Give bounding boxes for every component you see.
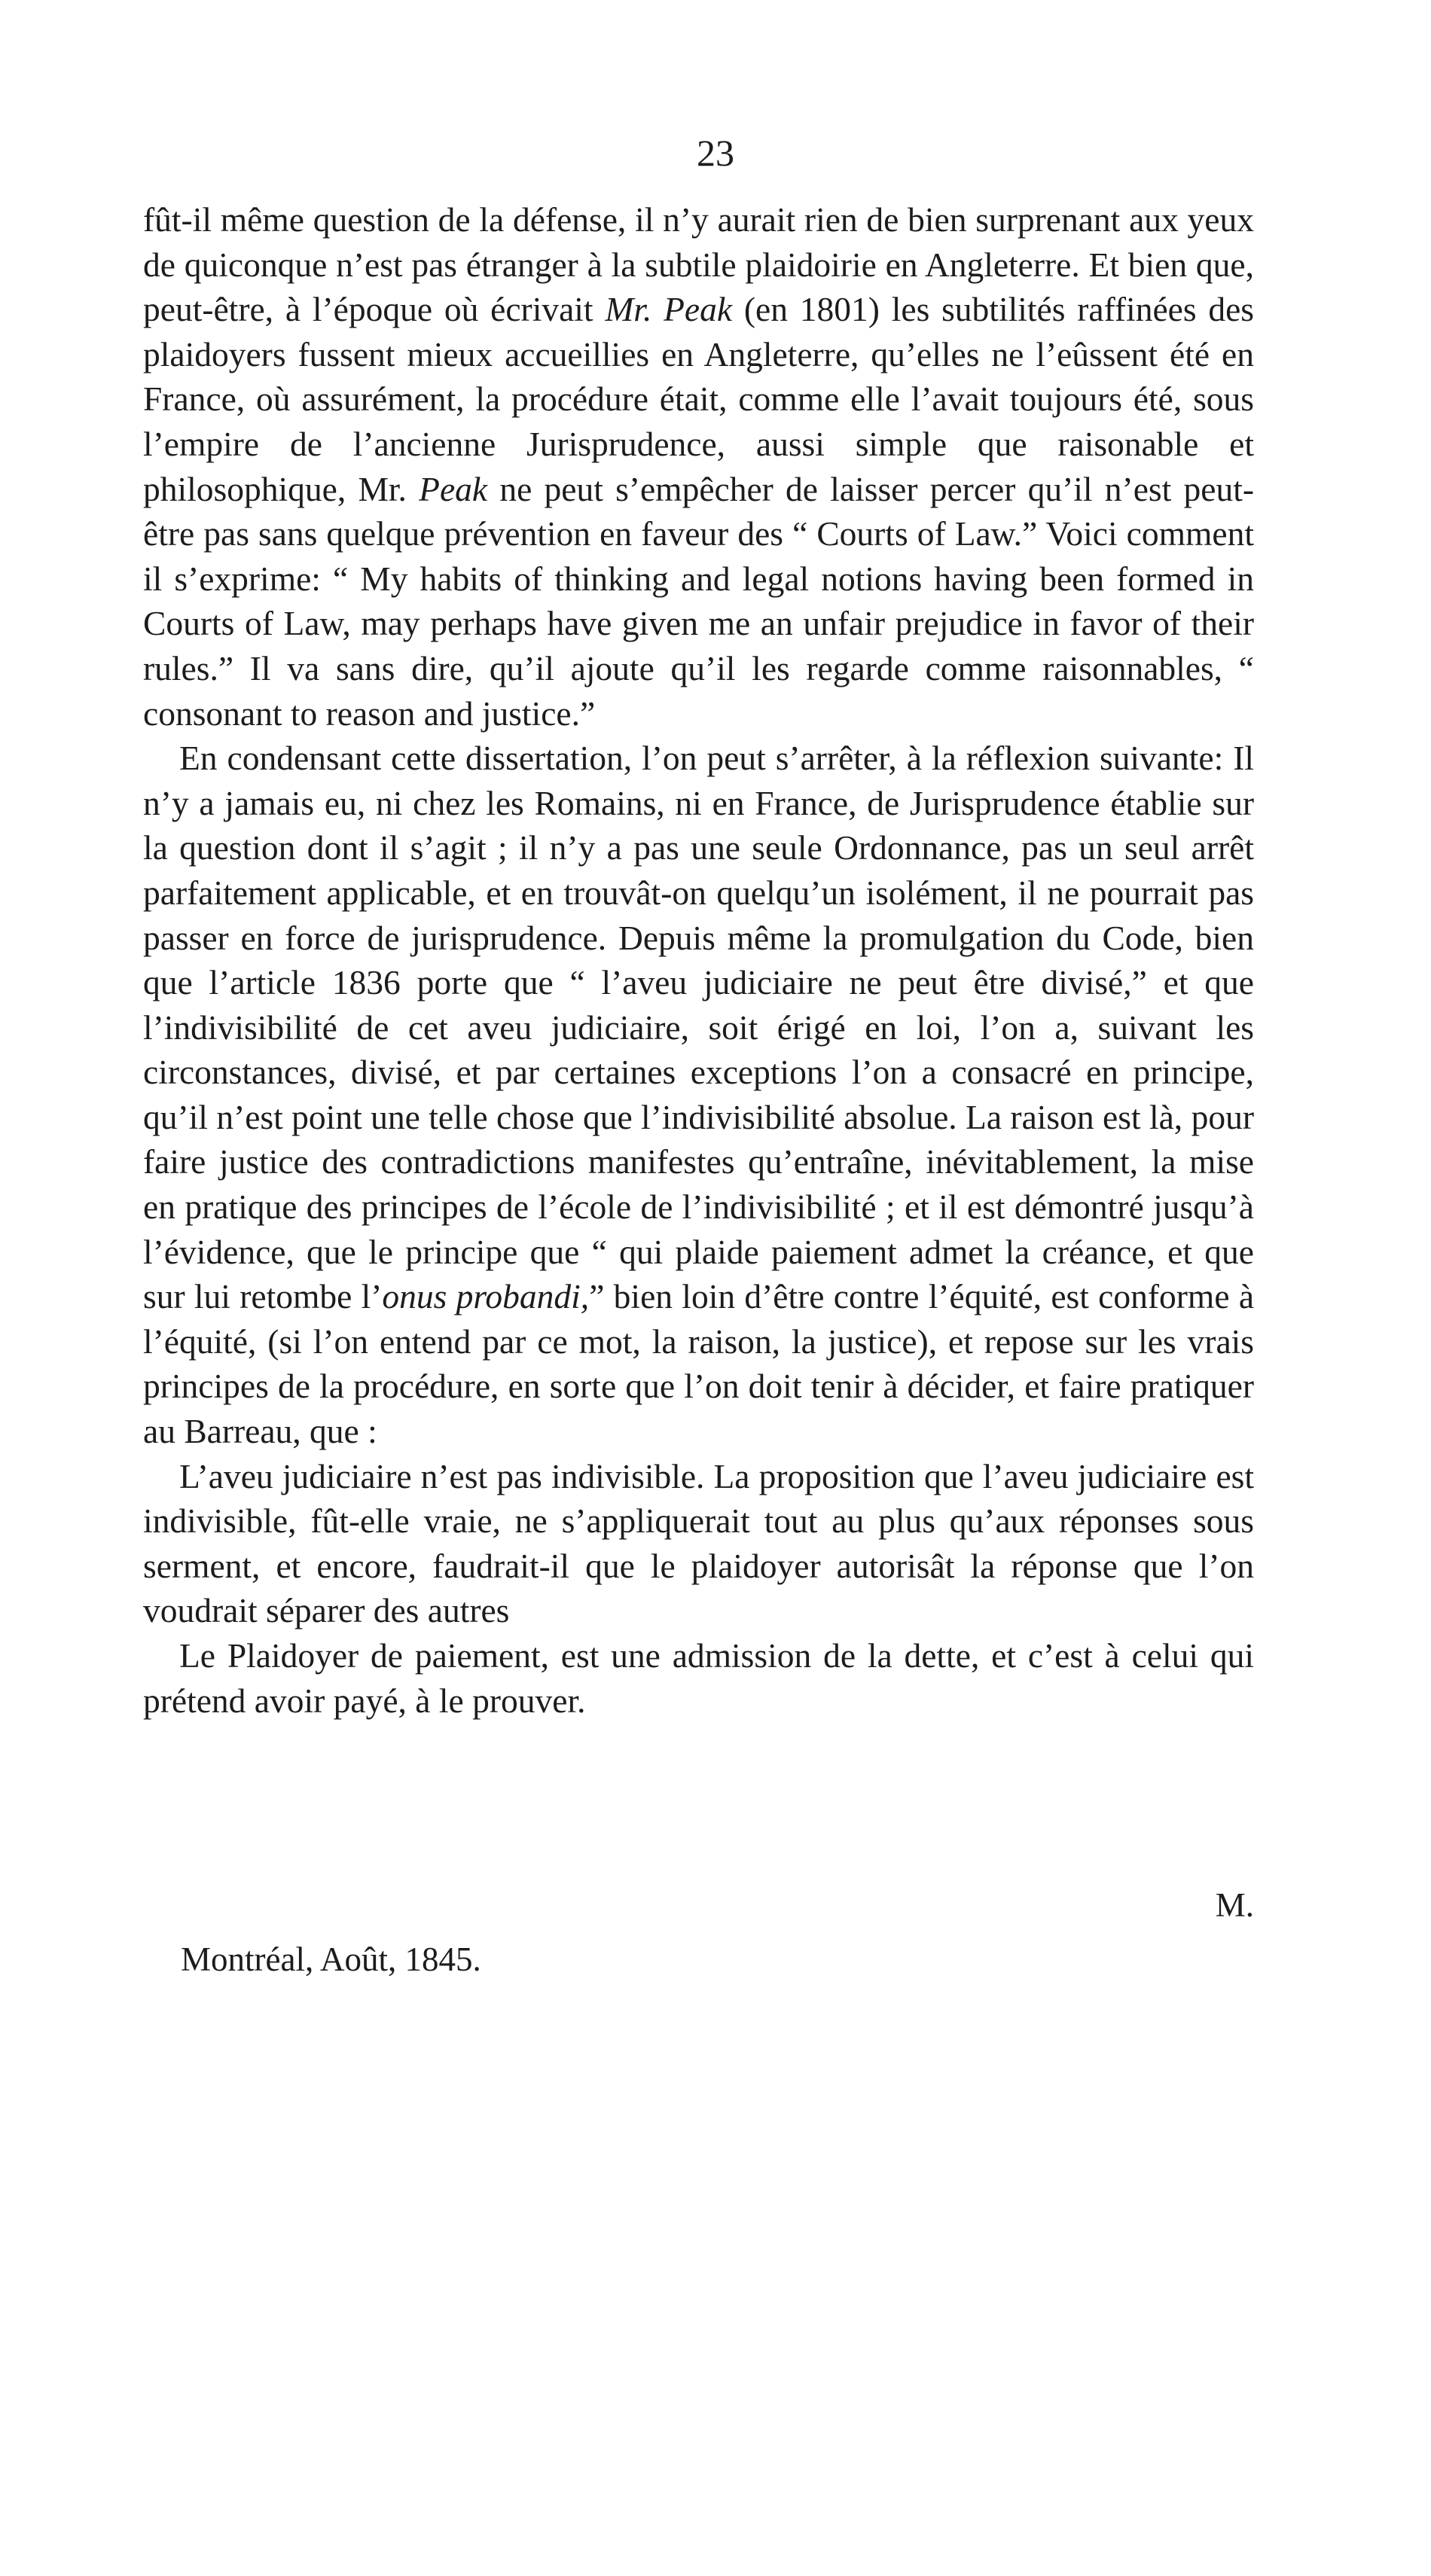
paragraph — [143, 1633, 1254, 1723]
page-number: 23 — [697, 132, 734, 174]
paragraph — [143, 197, 1254, 736]
paragraph — [143, 736, 1254, 1454]
text-run: L’aveu judiciaire n’est pas indivisible. La proposition que l’aveu judiciaire est indivisible, fût-elle vraie, ne s’appliquerait tout au plus qu’aux réponses sous serment, et encore, faudrait-il que le plaidoyer autorisât la réponse que l’on voudrait séparer des autres — [143, 1456, 1254, 1630]
italic-text: Mr. Peak — [605, 290, 733, 329]
text-run: ne peut s’empêcher de laisser percer qu’il n’est peut-être pas sans quelque prévention en faveur des “ Courts of Law.” Voici comment il s’exprime: “ My habits of thinking and legal notions having been formed in Courts of Law, may perhaps have given me an unfair prejudice in favor of their rules.” Il va sans dire, qu’il ajoute qu’il les regarde comme raisonnables, “ consonant to reason and justice.” — [143, 469, 1254, 733]
place-date: Montréal, Août, 1845. — [181, 1940, 481, 1978]
author-signature: M. — [1215, 1886, 1254, 1924]
text-run: En condensant cette dissertation, l’on peut s’arrêter, à la réflexion suivante: Il n’y a jamais eu, ni chez les Romains, ni en France, de Jurisprudence établie sur la question dont il s’agit ; il n’y a pas une seule Ordonnance, pas un seul arrêt parfaitement applicable, et en trouvât-on quelqu’un isolément, il ne pourrait pas passer en force de jurisprudence. Depuis même la promulgation du Code, bien que l’article 1836 porte que “ l’aveu judiciaire ne peut être divisé,” et que l’indivisibilité de cet aveu judiciaire, soit érigé en loi, l’on a, suivant les circonstances, divisé, et par certaines exceptions l’on a consacré en principe, qu’il n’est point une telle chose que l’indivisibilité absolue. La raison est là, pour faire justice des contradictions manifestes qu’entraîne, inévitablement, la mise en pratique des principes de l’école de l’indivisibilité ; et il est démontré jusqu’à l’évidence, que le principe que “ qui plaide paiement admet la créance, et que sur lui retombe l’ — [143, 739, 1254, 1316]
italic-text: Peak — [419, 469, 488, 508]
text-run: fût-il même question de la défense, il n’y aurait rien de bien surprenant aux yeux de quiconque n’est pas étranger à la subtile plaidoirie en Angleterre. Et bien que, peut-être, à l’époque où écrivait — [143, 200, 1254, 329]
italic-text: onus probandi, — [382, 1277, 590, 1316]
paragraph — [143, 1454, 1254, 1633]
text-run: Le Plaidoyer de paiement, est une admission de la dette, et c’est à celui qui prétend avoir payé, à le prouver. — [143, 1636, 1254, 1720]
body-text — [143, 197, 1254, 1723]
text-run: ” bien loin d’être contre l’équité, est conforme à l’équité, (si l’on entend par ce mot, la raison, la justice), et repose sur les vrais principes de la procédure, en sorte que l’on doit tenir à décider, et faire pratiquer au Barreau, que : — [143, 1277, 1255, 1451]
text-run: (en 1801) les subtilités raffinées des plaidoyers fussent mieux accueillies en Angleterre, qu’elles ne l’eûssent été en France, où assurément, la procédure était, comme elle l’avait toujours été, sous l’empire de l’ancienne Jurisprudence, aussi simple que raisonable et philosophique, Mr. — [143, 290, 1255, 508]
